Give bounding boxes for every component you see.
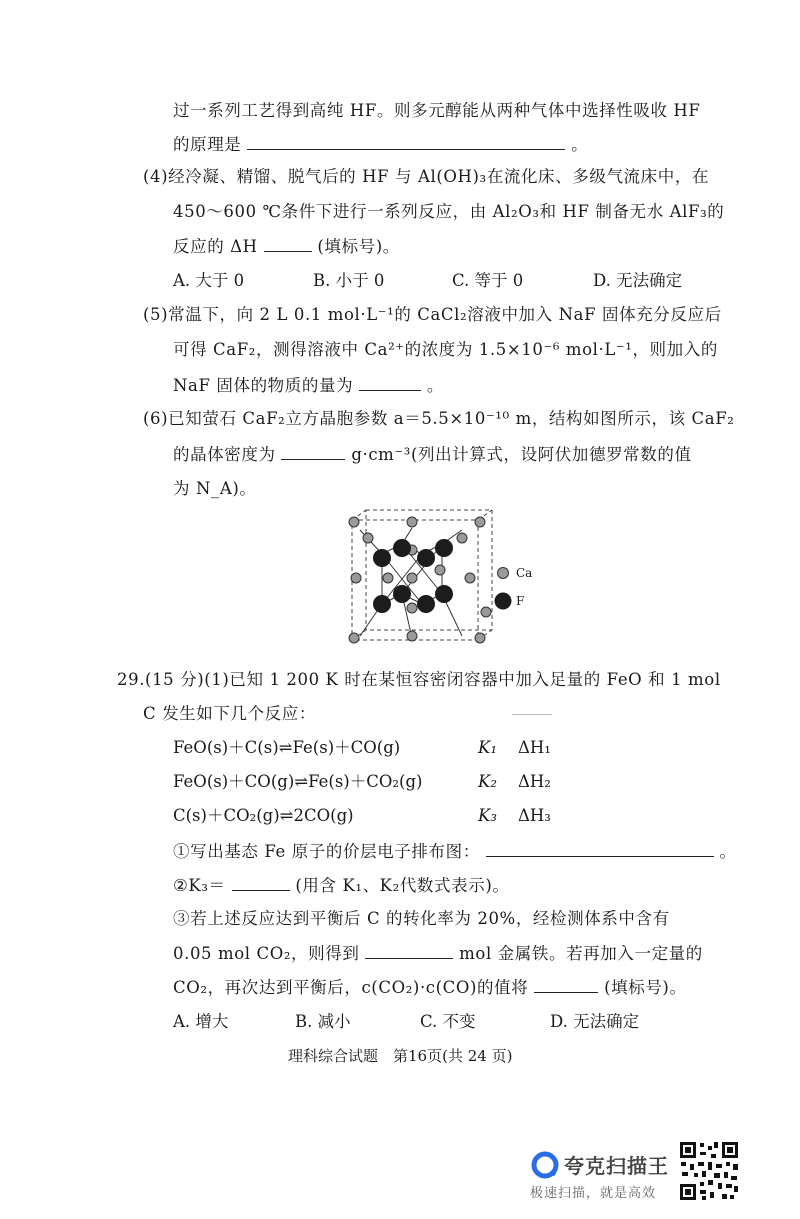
option-d: D. 无法确定	[593, 271, 683, 290]
text-fragment: (填标号)。	[604, 978, 687, 997]
answer-blank[interactable]	[534, 976, 598, 993]
question-5: (5)常温下，向 2 L 0.1 mol·L⁻¹的 CaCl₂溶液中加入 NaF 固体充分反应后	[143, 305, 722, 324]
reaction-2-k: K₂	[478, 772, 497, 791]
reaction-1-dh: ΔH₁	[518, 738, 551, 757]
text-fragment: 0.05 mol CO₂，则得到	[173, 944, 360, 963]
text-line: 450～600 ℃条件下进行一系列反应，由 Al₂O₃和 HF 制备无水 AlF₃的	[173, 202, 725, 221]
answer-blank[interactable]	[247, 133, 565, 150]
page-footer: 理科综合试题 第16页(共 24 页)	[288, 1047, 513, 1065]
answer-blank[interactable]	[232, 874, 290, 891]
subquestion-3: ③若上述反应达到平衡后 C 的转化率为 20%，经检测体系中含有	[173, 909, 670, 928]
option-d: D. 无法确定	[550, 1012, 640, 1031]
text-fragment: (用含 K₁、K₂代数式表示)。	[295, 876, 510, 895]
text-line: 可得 CaF₂，测得溶液中 Ca²⁺的浓度为 1.5×10⁻⁶ mol·L⁻¹，则加入的	[173, 340, 718, 359]
brand-name: 夸克扫描王	[564, 1154, 669, 1178]
legend-label: Ca	[516, 566, 533, 580]
text-line	[173, 942, 703, 965]
reaction-2-equation: FeO(s)＋CO(g)⇌Fe(s)＋CO₂(g)	[173, 772, 423, 791]
option-b: B. 小于 0	[313, 271, 385, 290]
scan-mark	[512, 714, 552, 715]
reaction-3-equation: C(s)＋CO₂(g)⇌2CO(g)	[173, 806, 354, 825]
text-line	[173, 374, 444, 397]
quark-logo-icon	[530, 1150, 560, 1180]
text-fragment: 。	[426, 376, 444, 395]
text-fragment: 反应的 ΔH	[173, 237, 258, 256]
text-line: C 发生如下几个反应：	[143, 704, 316, 723]
text-fragment: g·cm⁻³(列出计算式，设阿伏加德罗常数的值	[351, 445, 692, 464]
text-fragment: ①写出基态 Fe 原子的价层电子排布图：	[173, 842, 480, 861]
text-line	[173, 133, 588, 156]
option-a: A. 大于 0	[173, 271, 245, 290]
question-4: (4)经冷凝、精馏、脱气后的 HF 与 Al(OH)₃在流化床、多级气流床中，在	[143, 167, 710, 186]
option-b: B. 减小	[295, 1012, 351, 1031]
ca-atom-icon	[496, 566, 510, 580]
text-line	[173, 235, 400, 258]
reaction-2-dh: ΔH₂	[518, 772, 551, 791]
text-line	[173, 976, 687, 999]
text-fragment: NaF 固体的物质的量为	[173, 376, 354, 395]
text-line	[173, 443, 692, 466]
qr-code-icon	[678, 1140, 740, 1202]
answer-blank[interactable]	[264, 235, 312, 252]
subquestion-1	[173, 840, 737, 863]
option-c: C. 等于 0	[452, 271, 524, 290]
option-a: A. 增大	[173, 1012, 229, 1031]
text-fragment: 。	[571, 135, 589, 154]
text-line: 为 N_A)。	[173, 479, 257, 498]
f-atom-icon	[494, 592, 512, 610]
text-fragment: ②K₃＝	[173, 876, 226, 895]
reaction-1-k: K₁	[478, 738, 497, 757]
option-c: C. 不变	[420, 1012, 476, 1031]
reaction-1-equation: FeO(s)＋C(s)⇌Fe(s)＋CO(g)	[173, 738, 401, 757]
text-fragment: mol 金属铁。若再加入一定量的	[459, 944, 703, 963]
scanner-watermark	[528, 1148, 678, 1208]
caf2-unit-cell-diagram	[340, 508, 540, 658]
text-fragment: 的晶体密度为	[173, 445, 276, 464]
answer-blank[interactable]	[365, 942, 453, 959]
text-line: 过一系列工艺得到高纯 HF。则多元醇能从两种气体中选择性吸收 HF	[173, 101, 701, 120]
question-6: (6)已知萤石 CaF₂立方晶胞参数 a＝5.5×10⁻¹⁰ m，结构如图所示，该 CaF₂	[143, 409, 735, 428]
crystal-structure-figure	[340, 508, 540, 658]
answer-blank[interactable]	[486, 840, 714, 857]
text-fragment: (填标号)。	[317, 237, 400, 256]
text-fragment: CO₂，再次达到平衡后，c(CO₂)·c(CO)的值将	[173, 978, 529, 997]
question-29: 29.(15 分)(1)已知 1 200 K 时在某恒容密闭容器中加入足量的 FeO 和 1 mol	[117, 670, 721, 689]
answer-blank[interactable]	[359, 374, 421, 391]
brand-slogan: 极速扫描，就是高效	[530, 1186, 657, 1201]
answer-blank[interactable]	[281, 443, 345, 460]
subquestion-2	[173, 874, 509, 897]
legend-ca	[496, 566, 532, 580]
reaction-3-k: K₃	[478, 806, 497, 825]
text-fragment: 。	[719, 842, 737, 861]
legend-label: F	[516, 594, 525, 608]
legend-f	[494, 592, 524, 610]
reaction-3-dh: ΔH₃	[518, 806, 551, 825]
text-fragment: 的原理是	[173, 135, 242, 154]
